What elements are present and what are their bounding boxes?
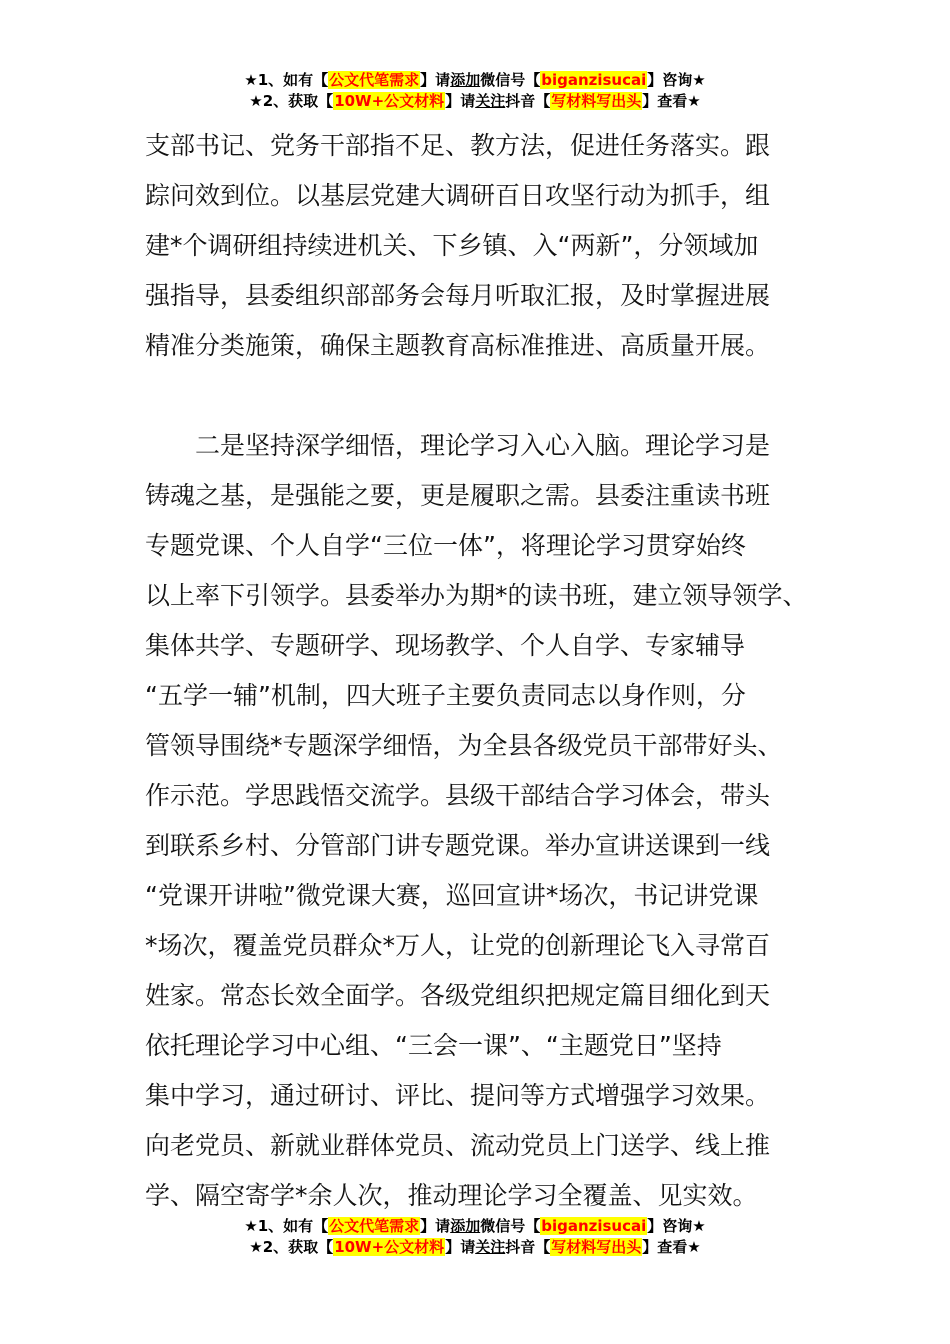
- underlined-text: 添加: [450, 1217, 481, 1235]
- text-line: 集中学习，通过研讨、评比、提问等方式增强学习效果。: [145, 1081, 771, 1110]
- banner-text: 】请: [445, 1238, 476, 1256]
- banner-line-2: [0, 91, 950, 112]
- text-line: 作示范。学思践悟交流学。县级干部结合学习体会，带头: [145, 781, 771, 810]
- banner-text: ★2、获取【: [249, 1238, 334, 1256]
- paragraph-2: [145, 421, 835, 1221]
- paragraph-spacer: [145, 371, 835, 421]
- banner-text: 】请: [420, 71, 451, 89]
- highlight-text: 写材料写出头: [551, 92, 642, 110]
- banner-line-1: [0, 1216, 950, 1237]
- text-line: 铸魂之基，是强能之要，更是履职之需。县委注重读书班: [145, 481, 771, 510]
- header-banner: [0, 70, 950, 112]
- banner-text: 】咨询★: [647, 1217, 706, 1235]
- text-line: “五学一辅”机制，四大班子主要负责同志以身作则，分: [145, 681, 746, 710]
- text-line: 集体共学、专题研学、现场教学、个人自学、专家辅导: [145, 631, 746, 660]
- banner-line-1: [0, 70, 950, 91]
- text-line: 建*个调研组持续进机关、下乡镇、入“两新”，分领域加: [145, 231, 759, 260]
- footer-banner: [0, 1216, 950, 1258]
- highlight-text: 10W+公文材料: [334, 1238, 445, 1256]
- text-line: 学、隔空寄学*余人次，推动理论学习全覆盖、见实效。: [145, 1181, 758, 1210]
- banner-text: 抖音【: [505, 92, 551, 110]
- text-line: 精准分类施策，确保主题教育高标准推进、高质量开展。: [145, 331, 771, 360]
- highlight-text: 公文代笔需求: [329, 71, 420, 89]
- underlined-text: 关注: [475, 1238, 506, 1256]
- paragraph-1: [145, 121, 835, 371]
- text-line: 二是坚持深学细悟，理论学习入心入脑。理论学习是: [145, 431, 771, 460]
- highlight-text: 写材料写出头: [551, 1238, 642, 1256]
- text-line: 强指导，县委组织部部务会每月听取汇报，及时掌握进展: [145, 281, 771, 310]
- text-line: 到联系乡村、分管部门讲专题党课。举办宣讲送课到一线: [145, 831, 771, 860]
- text-line: 向老党员、新就业群体党员、流动党员上门送学、线上推: [145, 1131, 771, 1160]
- text-line: 姓家。常态长效全面学。各级党组织把规定篇目细化到天: [145, 981, 771, 1010]
- highlight-text: 公文代笔需求: [329, 1217, 420, 1235]
- underlined-text: 添加: [450, 71, 481, 89]
- text-line: “党课开讲啦”微党课大赛，巡回宣讲*场次，书记讲党课: [145, 881, 759, 910]
- banner-text: 】查看★: [642, 1238, 701, 1256]
- banner-text: 】请: [420, 1217, 451, 1235]
- text-line: 专题党课、个人自学“三位一体”，将理论学习贯穿始终: [145, 531, 746, 560]
- text-line: 管领导围绕*专题深学细悟，为全县各级党员干部带好头、: [145, 731, 783, 760]
- text-line: 以上率下引领学。县委举办为期*的读书班，建立领导领学、: [145, 581, 808, 610]
- banner-text: 】咨询★: [647, 71, 706, 89]
- underlined-text: 关注: [475, 92, 506, 110]
- banner-text: 】请: [445, 92, 476, 110]
- banner-text: ★1、如有【: [244, 71, 329, 89]
- text-line: 踪问效到位。以基层党建大调研百日攻坚行动为抓手，组: [145, 181, 771, 210]
- banner-text: 微信号【: [480, 71, 541, 89]
- text-line: *场次，覆盖党员群众*万人，让党的创新理论飞入寻常百: [145, 931, 771, 960]
- banner-text: 抖音【: [505, 1238, 551, 1256]
- document-body: [145, 121, 835, 1221]
- text-line: 依托理论学习中心组、“三会一课”、“主题党日”坚持: [145, 1031, 722, 1060]
- highlight-text: biganzisucai: [541, 1217, 647, 1235]
- banner-text: 微信号【: [480, 1217, 541, 1235]
- banner-text: ★2、获取【: [249, 92, 334, 110]
- banner-line-2: [0, 1237, 950, 1258]
- banner-text: 】查看★: [642, 92, 701, 110]
- banner-text: ★1、如有【: [244, 1217, 329, 1235]
- highlight-text: 10W+公文材料: [334, 92, 445, 110]
- highlight-text: biganzisucai: [541, 71, 647, 89]
- text-line: 支部书记、党务干部指不足、教方法，促进任务落实。跟: [145, 131, 771, 160]
